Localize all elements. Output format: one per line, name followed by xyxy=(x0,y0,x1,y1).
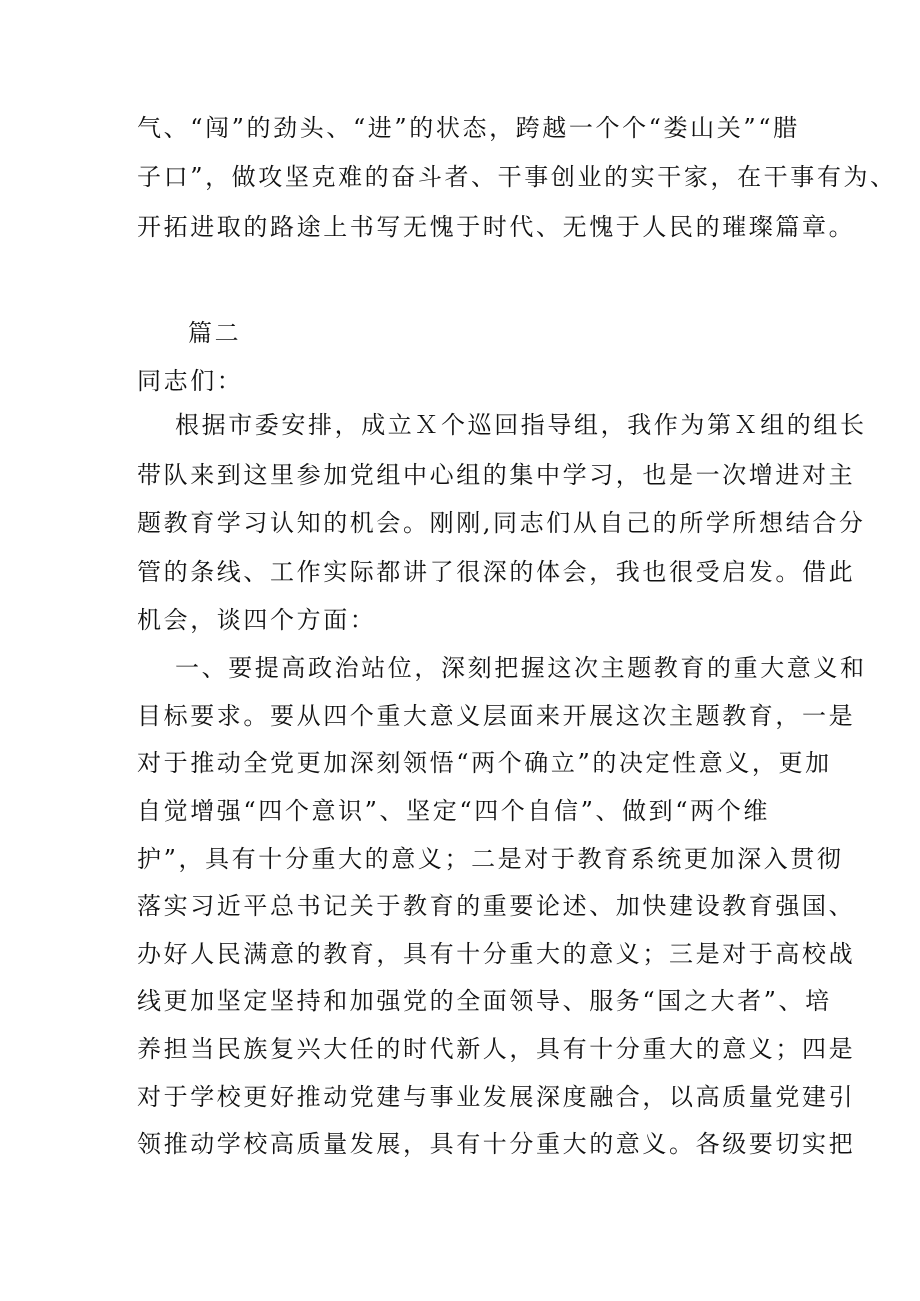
text-line: 领推动学校高质量发展，具有十分重大的意义。各级要切实把 xyxy=(137,1130,856,1158)
salutation: 同志们： xyxy=(137,367,244,395)
text-line: 养担当民族复兴大任的时代新人，具有十分重大的意义；四是 xyxy=(137,1035,856,1063)
text-line: 根据市委安排，成立Ｘ个巡回指导组，我作为第Ｘ组的组长 xyxy=(175,411,867,439)
text-line: 气、“闯”的劲头、“进”的状态，跨越一个个“娄山关”“腊 xyxy=(137,114,800,142)
text-line: 题教育学习认知的机会。刚刚,同志们从自己的所学所想结合分 xyxy=(137,509,866,537)
text-line: 一、要提高政治站位，深刻把握这次主题教育的重大意义和 xyxy=(175,654,867,682)
text-line: 目标要求。要从四个重大意义层面来开展这次主题教育，一是 xyxy=(137,702,856,730)
text-line: 子口”，做攻坚克难的奋斗者、干事创业的实干家，在干事有为、 xyxy=(137,163,897,191)
text-line: 办好人民满意的教育，具有十分重大的意义；三是对于高校战 xyxy=(137,940,856,968)
text-line: 开拓进取的路途上书写无愧于时代、无愧于人民的璀璨篇章。 xyxy=(137,213,856,241)
text-line: 对于推动全党更加深刻领悟“两个确立”的决定性意义，更加 xyxy=(137,749,832,777)
text-line: 护”，具有十分重大的意义；二是对于教育系统更加深入贯彻 xyxy=(137,845,844,873)
text-line: 带队来到这里参加党组中心组的集中学习，也是一次增进对主 xyxy=(137,461,856,489)
text-line: 对于学校更好推动党建与事业发展深度融合，以高质量党建引 xyxy=(137,1083,856,1111)
text-line: 机会，谈四个方面： xyxy=(137,606,377,634)
text-line: 自觉增强“四个意识”、坚定“四个自信”、做到“两个维 xyxy=(137,797,770,825)
text-line: 落实习近平总书记关于教育的重要论述、加快建设教育强国、 xyxy=(137,892,856,920)
text-line: 管的条线、工作实际都讲了很深的体会，我也很受启发。借此 xyxy=(137,558,856,586)
section-heading: 篇二 xyxy=(188,319,242,347)
text-line: 线更加坚定坚持和加强党的全面领导、服务“国之大者”、培 xyxy=(137,987,832,1015)
